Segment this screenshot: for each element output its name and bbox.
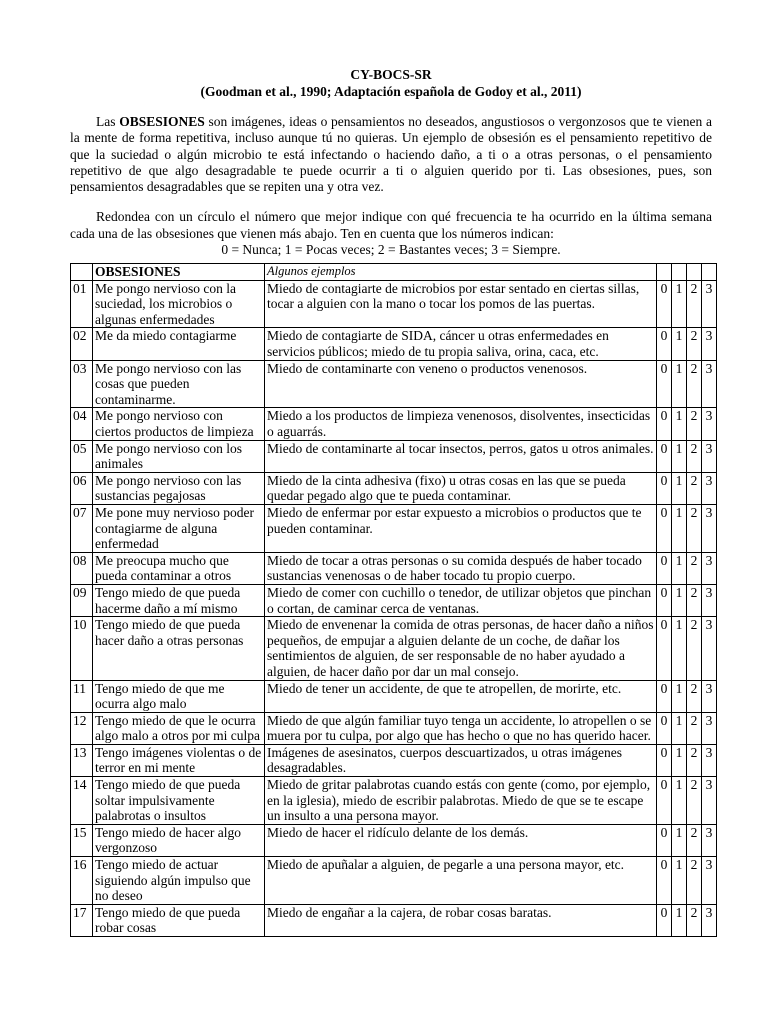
frequency-option-2[interactable]: 2 [687, 280, 702, 328]
example-text: Miedo de envenenar la comida de otras personas, de hacer daño a niños pequeños, de empujar a alguien delante de un coche, de dañar los sentimientos de alguien, de ser responsable de no haber ayudado a alguien, de hacer daño por dar un mal consejo. [265, 617, 657, 680]
example-text: Miedo de que algún familiar tuyo tenga un accidente, lo atropellen o se muera por tu culpa, por algo que has hecho o que no has querido hacer. [265, 712, 657, 744]
obsession-text: Me pongo nervioso con las sustancias pegajosas [93, 472, 265, 504]
frequency-option-3[interactable]: 3 [702, 552, 717, 584]
item-number: 07 [71, 504, 93, 552]
obsession-text: Tengo miedo de actuar siguiendo algún impulso que no deseo [93, 857, 265, 905]
frequency-option-1[interactable]: 1 [672, 584, 687, 616]
obsessions-table [70, 263, 717, 937]
item-number: 09 [71, 584, 93, 616]
frequency-option-0[interactable]: 0 [657, 617, 672, 680]
obsession-text: Tengo miedo de que pueda robar cosas [93, 904, 265, 936]
frequency-option-2[interactable]: 2 [687, 408, 702, 440]
item-number: 06 [71, 472, 93, 504]
obsession-text: Me pongo nervioso con los animales [93, 440, 265, 472]
frequency-option-0[interactable]: 0 [657, 552, 672, 584]
obsession-text: Tengo miedo de que pueda soltar impulsivamente palabrotas o insultos [93, 777, 265, 825]
frequency-option-2[interactable]: 2 [687, 744, 702, 776]
obsession-text: Tengo miedo de que me ocurra algo malo [93, 680, 265, 712]
item-number: 04 [71, 408, 93, 440]
header-num-cell [71, 264, 93, 281]
obsession-text: Me pone muy nervioso poder contagiarme de alguna enfermedad [93, 504, 265, 552]
frequency-option-2[interactable]: 2 [687, 552, 702, 584]
frequency-option-3[interactable]: 3 [702, 504, 717, 552]
item-number: 02 [71, 328, 93, 360]
frequency-option-2[interactable]: 2 [687, 360, 702, 408]
header-obsesiones: OBSESIONES [93, 264, 265, 281]
example-text: Miedo de contaminarte con veneno o productos venenosos. [265, 360, 657, 408]
header-opt-cell [672, 264, 687, 281]
example-text: Miedo de gritar palabrotas cuando estás con gente (como, por ejemplo, en la iglesia), miedo de escribir palabrotas. Miedo de que se te escape un insulto a una persona mayor. [265, 777, 657, 825]
frequency-option-0[interactable]: 0 [657, 744, 672, 776]
header-opt-cell [687, 264, 702, 281]
frequency-option-3[interactable]: 3 [702, 744, 717, 776]
table-row [71, 328, 717, 360]
example-text: Miedo de comer con cuchillo o tenedor, de utilizar objetos que pinchan o cortan, de caminar cerca de ventanas. [265, 584, 657, 616]
obsession-text: Me preocupa mucho que pueda contaminar a otros [93, 552, 265, 584]
frequency-option-2[interactable]: 2 [687, 904, 702, 936]
frequency-option-1[interactable]: 1 [672, 744, 687, 776]
obsession-text: Tengo miedo de que le ocurra algo malo a otros por mi culpa [93, 712, 265, 744]
table-row [71, 280, 717, 328]
table-row [71, 584, 717, 616]
example-text: Imágenes de asesinatos, cuerpos descuartizados, u otras imágenes desagradables. [265, 744, 657, 776]
frequency-option-1[interactable]: 1 [672, 857, 687, 905]
frequency-option-2[interactable]: 2 [687, 824, 702, 856]
item-number: 12 [71, 712, 93, 744]
item-number: 05 [71, 440, 93, 472]
table-row [71, 408, 717, 440]
frequency-option-2[interactable]: 2 [687, 440, 702, 472]
document-subtitle: (Goodman et al., 1990; Adaptación española de Godoy et al., 2011) [200, 84, 582, 99]
frequency-option-0[interactable]: 0 [657, 280, 672, 328]
example-text: Miedo de tener un accidente, de que te atropellen, de morirte, etc. [265, 680, 657, 712]
frequency-option-3[interactable]: 3 [702, 328, 717, 360]
obsession-text: Me pongo nervioso con la suciedad, los microbios o algunas enfermedades [93, 280, 265, 328]
frequency-option-1[interactable]: 1 [672, 617, 687, 680]
obsession-text: Me da miedo contagiarme [93, 328, 265, 360]
obsession-text: Tengo miedo de que pueda hacerme daño a mí mismo [93, 584, 265, 616]
example-text: Miedo de contaminarte al tocar insectos, perros, gatos u otros animales. [265, 440, 657, 472]
item-number: 10 [71, 617, 93, 680]
example-text: Miedo de la cinta adhesiva (fixo) u otras cosas en las que se pueda quedar pegado algo que te pueda contaminar. [265, 472, 657, 504]
item-number: 17 [71, 904, 93, 936]
example-text: Miedo de engañar a la cajera, de robar cosas baratas. [265, 904, 657, 936]
frequency-option-1[interactable]: 1 [672, 472, 687, 504]
item-number: 08 [71, 552, 93, 584]
frequency-option-0[interactable]: 0 [657, 680, 672, 712]
frequency-option-0[interactable]: 0 [657, 408, 672, 440]
frequency-option-1[interactable]: 1 [672, 440, 687, 472]
frequency-option-0[interactable]: 0 [657, 824, 672, 856]
obsession-text: Me pongo nervioso con ciertos productos de limpieza [93, 408, 265, 440]
frequency-option-2[interactable]: 2 [687, 504, 702, 552]
frequency-option-3[interactable]: 3 [702, 680, 717, 712]
frequency-option-0[interactable]: 0 [657, 712, 672, 744]
frequency-option-2[interactable]: 2 [687, 584, 702, 616]
frequency-option-3[interactable]: 3 [702, 777, 717, 825]
table-header-row [71, 264, 717, 281]
frequency-option-1[interactable]: 1 [672, 712, 687, 744]
example-text: Miedo de contagiarte de SIDA, cáncer u otras enfermedades en servicios públicos; miedo de tu propia saliva, orina, caca, etc. [265, 328, 657, 360]
frequency-option-3[interactable]: 3 [702, 857, 717, 905]
frequency-option-2[interactable]: 2 [687, 328, 702, 360]
table-row [71, 777, 717, 825]
obsession-text: Tengo imágenes violentas o de terror en mi mente [93, 744, 265, 776]
example-text: Miedo de hacer el ridículo delante de los demás. [265, 824, 657, 856]
frequency-option-0[interactable]: 0 [657, 777, 672, 825]
table-row [71, 552, 717, 584]
frequency-option-1[interactable]: 1 [672, 904, 687, 936]
item-number: 03 [71, 360, 93, 408]
frequency-option-3[interactable]: 3 [702, 280, 717, 328]
header-opt-cell [657, 264, 672, 281]
obsesiones-term: OBSESIONES [119, 114, 205, 129]
frequency-option-0[interactable]: 0 [657, 472, 672, 504]
item-number: 13 [71, 744, 93, 776]
frequency-option-0[interactable]: 0 [657, 504, 672, 552]
table-row [71, 857, 717, 905]
frequency-option-0[interactable]: 0 [657, 904, 672, 936]
frequency-option-2[interactable]: 2 [687, 712, 702, 744]
scale-legend: 0 = Nunca; 1 = Pocas veces; 2 = Bastantes veces; 3 = Siempre. [221, 242, 561, 258]
frequency-option-2[interactable]: 2 [687, 680, 702, 712]
header-opt-cell [702, 264, 717, 281]
obsession-text: Tengo miedo de que pueda hacer daño a otras personas [93, 617, 265, 680]
frequency-option-3[interactable]: 3 [702, 712, 717, 744]
frequency-option-1[interactable]: 1 [672, 777, 687, 825]
item-number: 15 [71, 824, 93, 856]
table-row [71, 472, 717, 504]
example-text: Miedo de apuñalar a alguien, de pegarle a una persona mayor, etc. [265, 857, 657, 905]
frequency-option-1[interactable]: 1 [672, 504, 687, 552]
table-row [71, 744, 717, 776]
frequency-option-2[interactable]: 2 [687, 617, 702, 680]
example-text: Miedo a los productos de limpieza venenosos, disolventes, insecticidas o aguarrás. [265, 408, 657, 440]
table-row [71, 712, 717, 744]
example-text: Miedo de enfermar por estar expuesto a microbios o productos que te pueden contaminar. [265, 504, 657, 552]
intro-lead: Las [96, 114, 120, 129]
document-title: CY-BOCS-SR [350, 67, 432, 82]
frequency-option-3[interactable]: 3 [702, 824, 717, 856]
frequency-option-3[interactable]: 3 [702, 904, 717, 936]
example-text: Miedo de tocar a otras personas o su comida después de haber tocado sustancias venenosas o de haber tocado tu propio cuerpo. [265, 552, 657, 584]
frequency-option-3[interactable]: 3 [702, 472, 717, 504]
frequency-option-0[interactable]: 0 [657, 584, 672, 616]
item-number: 14 [71, 777, 93, 825]
frequency-option-2[interactable]: 2 [687, 472, 702, 504]
table-row [71, 904, 717, 936]
item-number: 11 [71, 680, 93, 712]
frequency-option-2[interactable]: 2 [687, 777, 702, 825]
frequency-option-3[interactable]: 3 [702, 408, 717, 440]
frequency-option-1[interactable]: 1 [672, 328, 687, 360]
instructions-paragraph: Redondea con un círculo el número que mejor indique con qué frecuencia te ha ocurrido en la última semana cada una de las obsesiones que vienen más abajo. Ten en cuenta que los números indican: [70, 209, 712, 241]
frequency-option-1[interactable]: 1 [672, 680, 687, 712]
frequency-option-1[interactable]: 1 [672, 824, 687, 856]
frequency-option-3[interactable]: 3 [702, 360, 717, 408]
frequency-option-0[interactable]: 0 [657, 328, 672, 360]
frequency-option-1[interactable]: 1 [672, 360, 687, 408]
frequency-option-3[interactable]: 3 [702, 617, 717, 680]
header-ejemplos: Algunos ejemplos [265, 264, 657, 281]
frequency-option-0[interactable]: 0 [657, 440, 672, 472]
frequency-option-1[interactable]: 1 [672, 408, 687, 440]
table-row [71, 680, 717, 712]
item-number: 16 [71, 857, 93, 905]
intro-body: son imágenes, ideas o pensamientos no deseados, angustiosos o vergonzosos que te vienen a la mente de forma repetitiva, incluso aunque tú no quieras. Un ejemplo de obsesión es el pensamiento repetitivo de que la suciedad o algún microbio te está infectando o haciendo daño, a ti o a otras personas, o el pensamiento repetitivo de que algo desagradable te puede ocurrir a ti o alguien querido por ti. Las obsesiones, pues, son pensamientos desagradables que se repiten una y otra vez. [70, 114, 712, 195]
example-text: Miedo de contagiarte de microbios por estar sentado en ciertas sillas, tocar a alguien con la mano o tocar los pomos de las puertas. [265, 280, 657, 328]
frequency-option-1[interactable]: 1 [672, 552, 687, 584]
table-row [71, 617, 717, 680]
table-row [71, 440, 717, 472]
intro-paragraph [70, 114, 712, 195]
frequency-option-0[interactable]: 0 [657, 360, 672, 408]
frequency-option-0[interactable]: 0 [657, 857, 672, 905]
obsession-text: Tengo miedo de hacer algo vergonzoso [93, 824, 265, 856]
table-row [71, 360, 717, 408]
obsession-text: Me pongo nervioso con las cosas que pueden contaminarme. [93, 360, 265, 408]
frequency-option-3[interactable]: 3 [702, 584, 717, 616]
item-number: 01 [71, 280, 93, 328]
frequency-option-1[interactable]: 1 [672, 280, 687, 328]
frequency-option-2[interactable]: 2 [687, 857, 702, 905]
table-row [71, 824, 717, 856]
frequency-option-3[interactable]: 3 [702, 440, 717, 472]
table-row [71, 504, 717, 552]
